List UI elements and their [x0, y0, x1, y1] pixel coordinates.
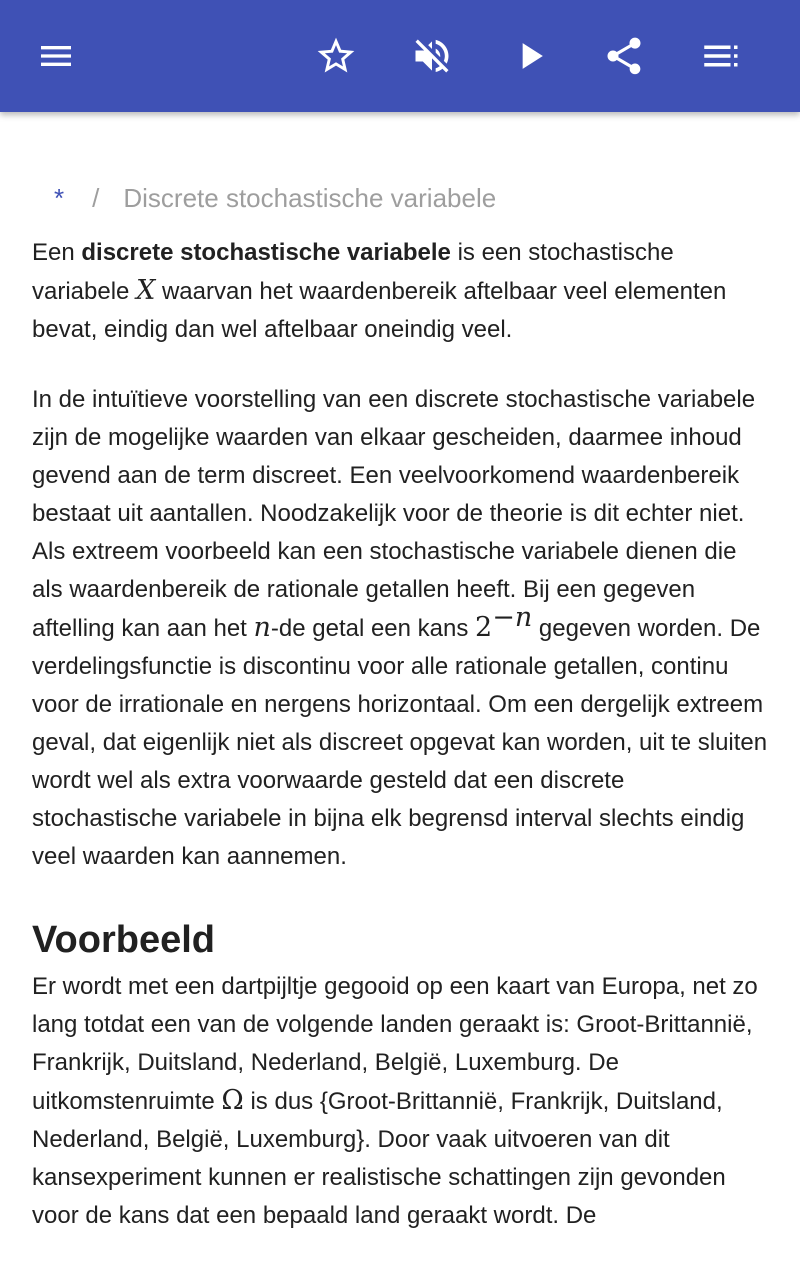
breadcrumb-home-link[interactable]: *	[54, 183, 65, 213]
section-heading: Voorbeeld	[32, 919, 215, 961]
favorite-button[interactable]	[306, 26, 366, 86]
article-content	[32, 112, 772, 1235]
math-power	[475, 602, 533, 643]
play-button[interactable]	[500, 26, 560, 86]
text-span: Er wordt met een dartpijltje gegooid op een kaart van Europa, net zo lang totdat een van de volgende landen geraakt is: Groot-Brittannië, Frankrijk, Duitsland, Nederland, België, Luxemburg. De uitkomstenruimte	[32, 973, 758, 1115]
math-variable-n: n	[253, 612, 271, 643]
math-variable-x: X	[136, 275, 156, 306]
star-outline-icon	[314, 34, 358, 78]
text-span: gegeven worden. De verdelingsfunctie is discontinu voor alle rationale getallen, continu voor de irrationale en nergens horizontaal. Om een dergelijk extreem geval, dat eigenlijk niet als discreet opgevat kan worden, uit te sluiten wordt wel als extra voorwaarde gesteld dat een discrete stochastische variabele in bijna elk begrensd interval slechts eindig veel waarden kan aannemen.	[32, 615, 768, 870]
volume-off-icon	[410, 34, 454, 78]
text-span: -de getal een kans	[270, 615, 476, 642]
list-icon	[699, 35, 741, 77]
play-icon	[508, 34, 552, 78]
bold-term: discrete stochastische variabele	[81, 239, 451, 266]
breadcrumb-separator: /	[92, 183, 100, 213]
table-of-contents-button[interactable]	[690, 26, 750, 86]
breadcrumb-current: Discrete stochastische variabele	[123, 183, 497, 213]
share-button[interactable]	[594, 26, 654, 86]
mute-button[interactable]	[402, 26, 462, 86]
menu-button[interactable]	[26, 26, 86, 86]
breadcrumb	[32, 176, 772, 220]
text-span: is een stochastische variabele	[32, 239, 674, 305]
paragraph-example	[32, 968, 772, 1235]
menu-icon	[36, 36, 76, 76]
text-span: Een	[32, 239, 82, 266]
math-exponent: −n	[492, 602, 533, 633]
text-span: is dus {Groot-Brittannië, Frankrijk, Duitsland, Nederland, België, Luxemburg}. Door vaak uitvoeren van dit kansexperiment kunnen er realistische schattingen zijn gevonden voor de kans dat een bepaald land geraakt wordt. De	[32, 1088, 726, 1229]
share-icon	[602, 34, 646, 78]
text-span: In de intuïtieve voorstelling van een discrete stochastische variabele zijn de mogelijke waarden van elkaar gescheiden, daarmee inhoud gevend aan de term discreet. Een veelvoorkomend waardenbereik bestaat uit aantallen. Noodzakelijk voor de theorie is dit echter niet. Als extreem voorbeeld kan een stochastische variabele dienen die als waardenbereik de rationale getallen heeft. Bij een gegeven aftelling kan aan het	[32, 386, 756, 642]
paragraph-intro	[32, 234, 772, 349]
math-omega: Ω	[221, 1085, 244, 1116]
text-span: waarvan het waardenbereik aftelbaar veel elementen bevat, eindig dan wel aftelbaar oneindig veel.	[32, 278, 727, 343]
app-bar	[0, 0, 800, 112]
paragraph-intuition	[32, 381, 772, 876]
math-base: 2	[475, 612, 493, 643]
